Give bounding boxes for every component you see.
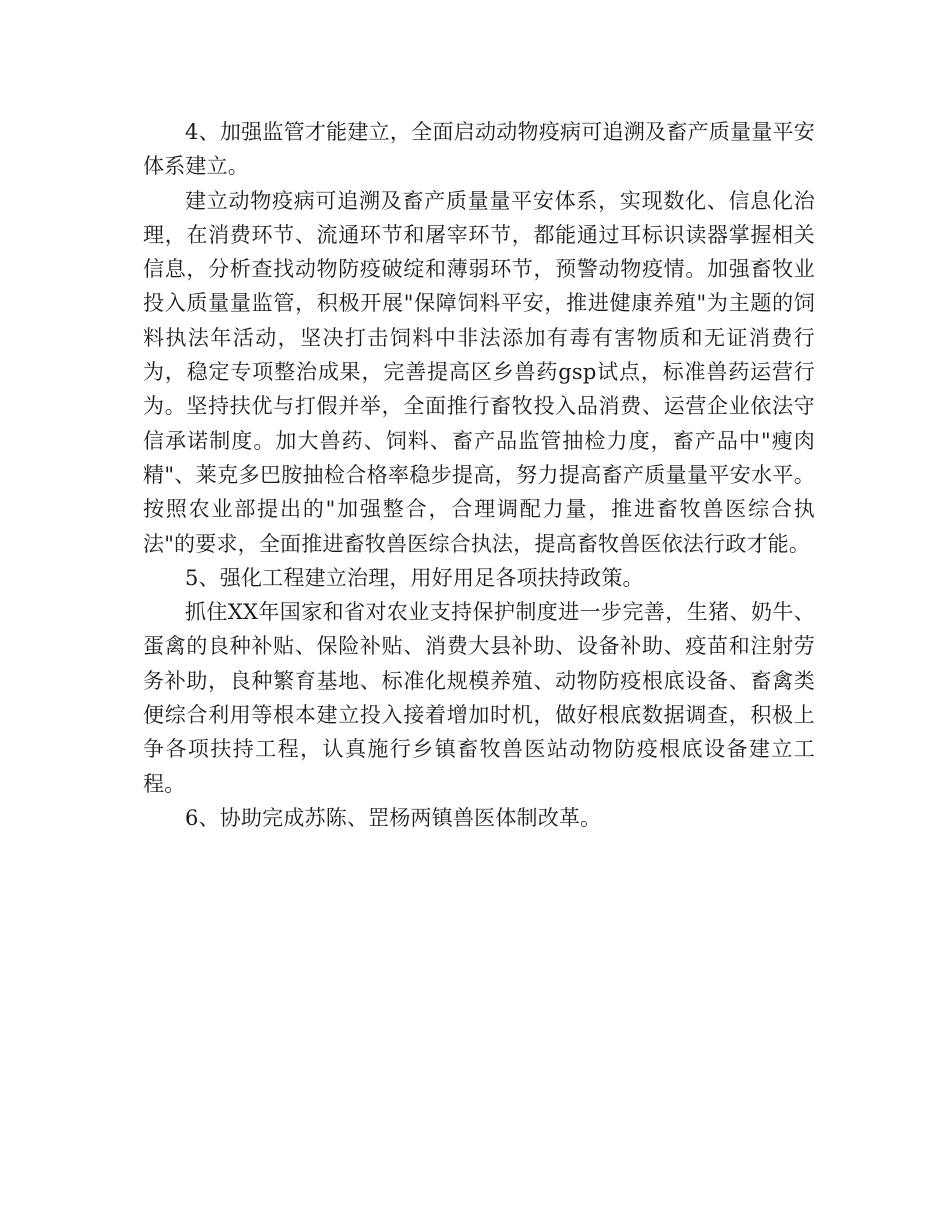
paragraph-section-4-heading: 4、加强监管才能建立，全面启动动物疫病可追溯及畜产质量量平安体系建立。 (143, 120, 815, 179)
paragraph-section-4-body: 建立动物疫病可追溯及畜产质量量平安体系，实现数化、信息化治理，在消费环节、流通环节和屠宰环节，都能通过耳标识读器掌握相关信息，分析查找动物防疫破绽和薄弱环节，预警动物疫情。加强畜牧业投入质量量监管，积极开展"保障饲料平安，推进健康养殖"为主题的饲料执法年活动，坚决打击饲料中非法添加有毒有害物质和无证消费行为，稳定专项整治成果，完善提高区乡兽药gsp试点，标准兽药运营行为。坚持扶优与打假并举，全面推行畜牧投入品消费、运营企业依法守信承诺制度。加大兽药、饲料、畜产品监管抽检力度，畜产品中"瘦肉精"、莱克多巴胺抽检合格率稳步提高，努力提高畜产质量量平安水平。按照农业部提出的"加强整合，合理调配力量，推进畜牧兽医综合执法"的要求，全面推进畜牧兽医综合执法，提高畜牧兽医依法行政才能。 (143, 188, 815, 556)
paragraph-section-5-body: 抓住XX年国家和省对农业支持保护制度进一步完善，生猪、奶牛、蛋禽的良种补贴、保险补贴、消费大县补助、设备补助、疫苗和注射劳务补助，良种繁育基地、标准化规模养殖、动物防疫根底设备、畜禽类便综合利用等根本建立投入接着增加时机，做好根底数据调查，积极上争各项扶持工程，认真施行乡镇畜牧兽医站动物防疫根底设备建立工程。 (143, 600, 815, 796)
document-body (143, 115, 815, 835)
paragraph-section-5-heading: 5、强化工程建立治理，用好用足各项扶持政策。 (185, 565, 644, 590)
paragraph-section-6-heading: 6、协助完成苏陈、罡杨两镇兽医体制改革。 (185, 805, 602, 830)
